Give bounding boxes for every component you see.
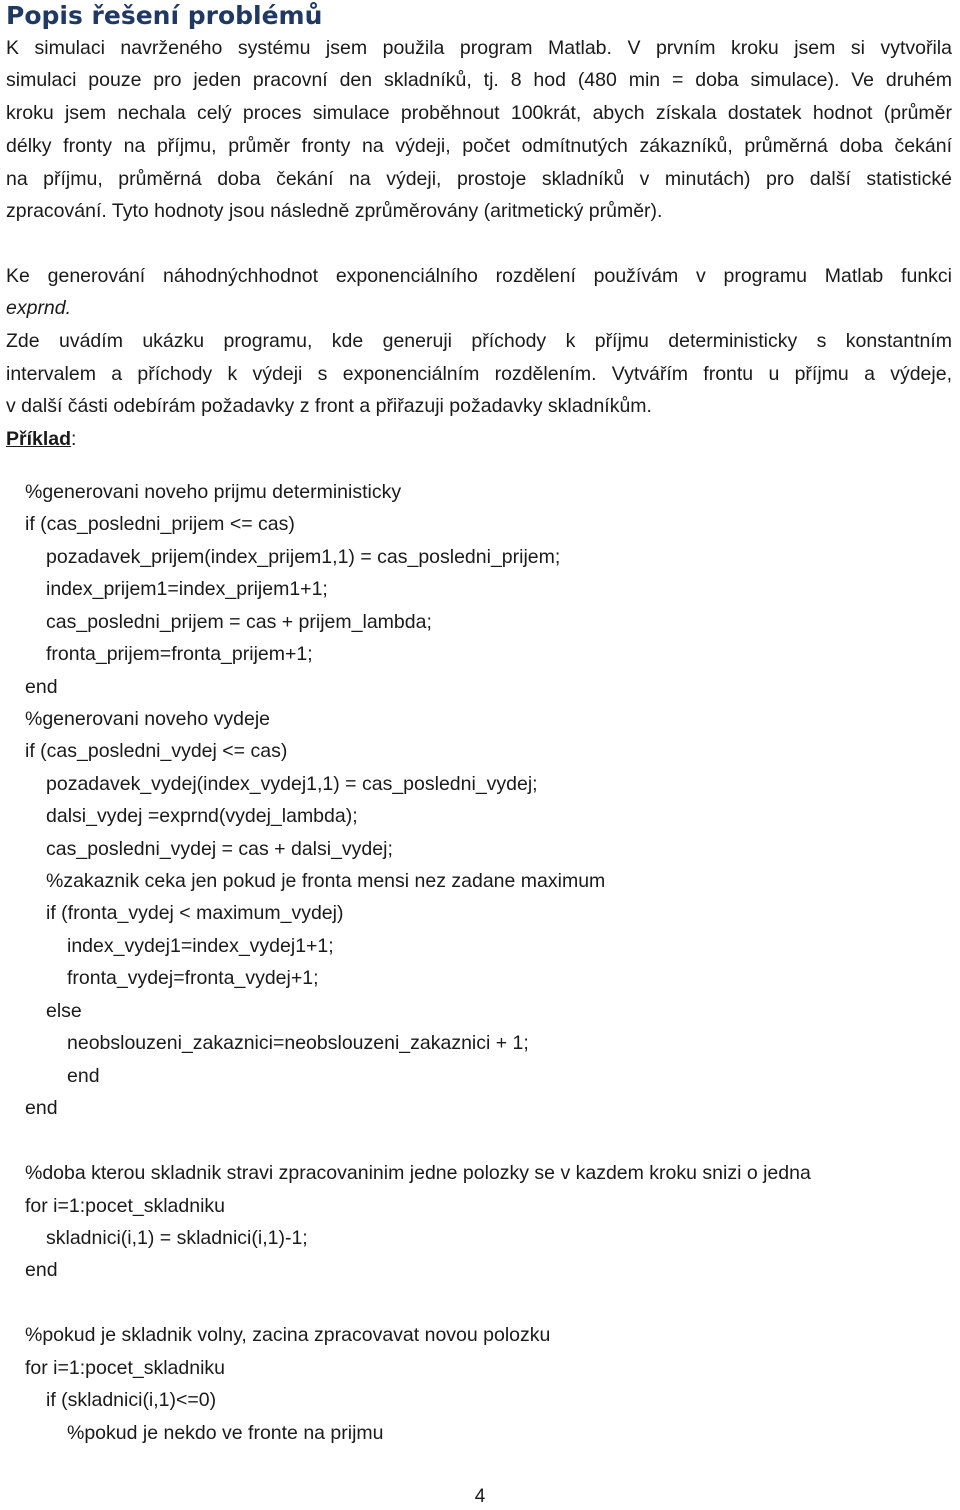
code-line: for i=1:pocet_skladniku [25, 1195, 225, 1217]
code-line: dalsi_vydej =exprnd(vydej_lambda); [46, 805, 358, 827]
paragraph-line: simulaci pouze pro jeden pracovní den skladníků, tj. 8 hod (480 min = doba simulace). Ve druhém [6, 69, 952, 91]
code-line: %generovani noveho vydeje [25, 708, 271, 730]
code-line: for i=1:pocet_skladniku [25, 1357, 225, 1379]
code-line: %pokud je nekdo ve fronte na prijmu [67, 1422, 384, 1444]
code-line: end [25, 1097, 58, 1119]
code-line: %zakaznik ceka jen pokud je fronta mensi nez zadane maximum [46, 870, 606, 892]
example-label: Příklad [6, 428, 72, 450]
example-label-line [6, 425, 952, 453]
code-line: pozadavek_vydej(index_vydej1,1) = cas_posledni_vydej; [46, 773, 538, 795]
page-number: 4 [474, 1486, 486, 1507]
code-line: %doba kterou skladnik stravi zpracovaninim jedne polozky se v kazdem kroku snizi o jedna [25, 1162, 811, 1184]
code-line: %pokud je skladnik volny, zacina zpracovavat novou polozku [25, 1324, 551, 1346]
code-line: cas_posledni_vydej = cas + dalsi_vydej; [46, 838, 393, 860]
paragraph-line: délky fronty na příjmu, průměr fronty na výdeji, počet odmítnutých zákazníků, průměrná doba čekání [6, 135, 952, 157]
section-heading: Popis řešení problémů [6, 1, 323, 30]
paragraph-line: zpracování. Tyto hodnoty jsou následně zprůměrovány (aritmetický průměr). [6, 200, 663, 222]
code-line: else [46, 1000, 82, 1022]
code-line: %generovani noveho prijmu deterministicky [25, 481, 402, 503]
code-line: index_vydej1=index_vydej1+1; [67, 935, 334, 957]
code-line: if (skladnici(i,1)<=0) [46, 1389, 217, 1411]
code-line: skladnici(i,1) = skladnici(i,1)-1; [46, 1227, 308, 1249]
code-line: end [25, 1259, 58, 1281]
paragraph-line: kroku jsem nechala celý proces simulace proběhnout 100krát, abych získala dostatek hodnot (průměr [6, 102, 952, 124]
code-line: if (cas_posledni_vydej <= cas) [25, 740, 288, 762]
paragraph-line: K simulaci navrženého systému jsem použila program Matlab. V prvním kroku jsem si vytvořila [6, 37, 952, 59]
code-line: fronta_prijem=fronta_prijem+1; [46, 643, 313, 665]
code-line: index_prijem1=index_prijem1+1; [46, 578, 328, 600]
code-line: neobslouzeni_zakaznici=neobslouzeni_zakaznici + 1; [67, 1032, 529, 1054]
code-line: if (fronta_vydej < maximum_vydej) [46, 902, 344, 924]
function-name: exprnd. [6, 297, 72, 319]
paragraph-line: Zde uvádím ukázku programu, kde generuji příchody k příjmu deterministicky s konstantním [6, 330, 952, 352]
paragraph-line: v další části odebírám požadavky z front a přiřazuji požadavky skladníkům. [6, 395, 652, 417]
paragraph-line: intervalem a příchody k výdeji s exponenciálním rozdělením. Vytvářím frontu u příjmu a výdeje, [6, 363, 952, 385]
example-colon: : [71, 428, 77, 450]
code-line: fronta_vydej=fronta_vydej+1; [67, 967, 319, 989]
code-line: cas_posledni_prijem = cas + prijem_lambda; [46, 611, 432, 633]
paragraph-line: na příjmu, průměrná doba čekání na výdeji, prostoje skladníků v minutách) pro další statistické [6, 168, 952, 190]
paragraph-line: Ke generování náhodnýchhodnot exponenciálního rozdělení používám v programu Matlab funkci [6, 265, 952, 287]
code-line: end [25, 676, 58, 698]
code-line: end [67, 1065, 100, 1087]
code-line: if (cas_posledni_prijem <= cas) [25, 513, 295, 535]
code-line: pozadavek_prijem(index_prijem1,1) = cas_posledni_prijem; [46, 546, 561, 568]
